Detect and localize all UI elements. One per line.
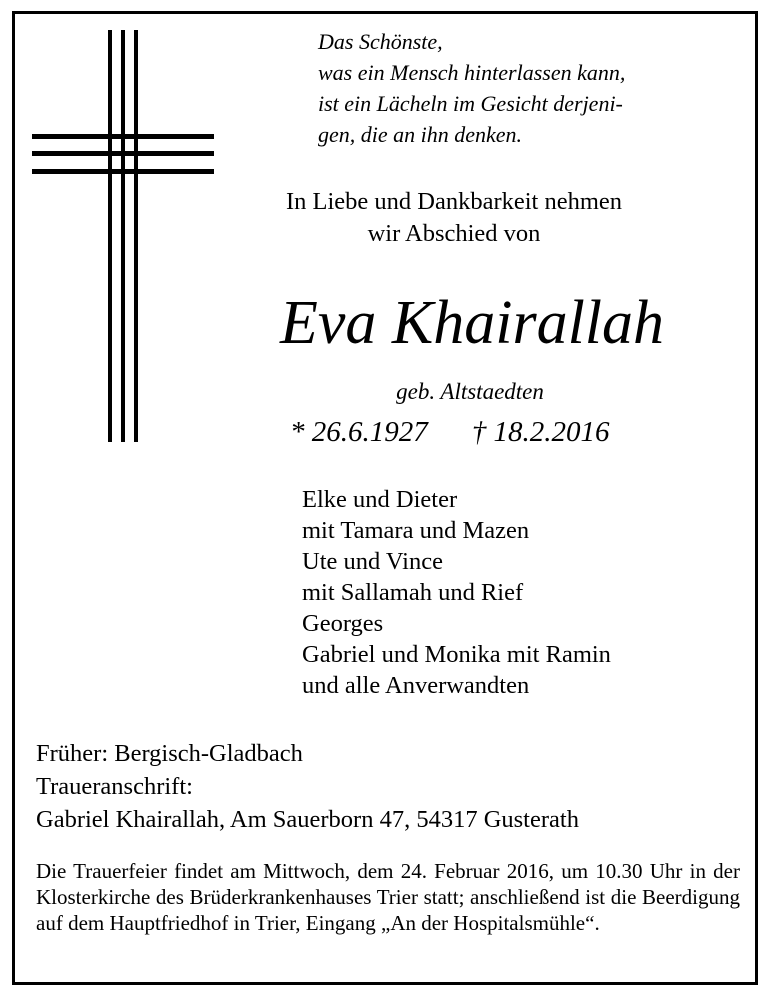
quote-line: Das Schönste, <box>318 29 443 54</box>
birth-date: * 26.6.1927 <box>290 416 428 448</box>
maiden-name: geb. Altstaedten <box>396 379 544 404</box>
deceased-name: Eva Khairallah <box>279 289 665 357</box>
intro-line: In Liebe und Dankbarkeit nehmen <box>285 188 623 215</box>
address-line: Früher: Bergisch-Gladbach <box>36 740 303 767</box>
intro-line: wir Abschied von <box>367 220 541 247</box>
quote-line: was ein Mensch hinterlassen kann, <box>318 60 626 85</box>
cross-icon <box>32 30 214 442</box>
mourner-line: Elke und Dieter <box>302 486 458 513</box>
quote-line: ist ein Lächeln im Gesicht derjeni- <box>318 91 623 116</box>
death-date: † 18.2.2016 <box>471 416 610 448</box>
farewell-intro <box>214 186 694 250</box>
address-line: Gabriel Khairallah, Am Sauerborn 47, 54317 Gusterath <box>36 806 579 833</box>
mourner-line: Gabriel und Monika mit Ramin <box>302 641 611 668</box>
mourner-line: Georges <box>302 610 384 637</box>
mourner-line: mit Tamara und Mazen <box>302 517 530 544</box>
funeral-details: Die Trauerfeier findet am Mittwoch, dem 24. Februar 2016, um 10.30 Uhr in der Klosterkirche des Brüderkrankenhauses Trier statt; anschließend ist die Beerdigung auf dem Hauptfriedhof in Trier, Eingang „An der Hospitalsmühle“. <box>36 859 740 935</box>
mourner-line: mit Sallamah und Rief <box>302 579 524 606</box>
mourner-line: und alle Anverwandten <box>302 672 530 699</box>
quote-line: gen, die an ihn denken. <box>318 122 523 147</box>
memorial-quote <box>318 26 738 150</box>
mourner-line: Ute und Vince <box>302 548 443 575</box>
life-dates <box>290 413 650 451</box>
mourners-list <box>302 484 722 701</box>
address-line: Traueranschrift: <box>36 773 193 800</box>
mourning-address <box>36 737 736 836</box>
